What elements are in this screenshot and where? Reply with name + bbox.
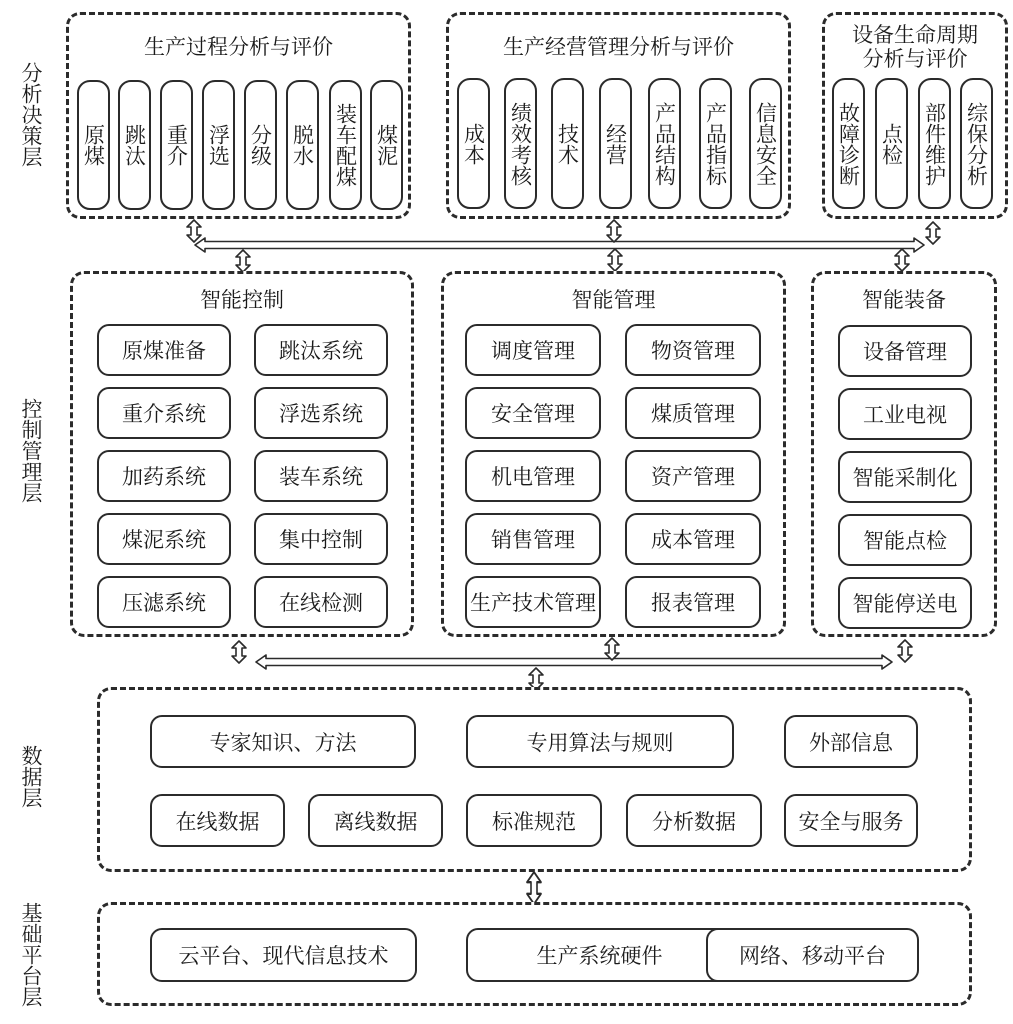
platform-item: 网络、移动平台: [706, 928, 919, 982]
control-item: 在线检测: [254, 576, 388, 628]
equipment-item: 智能点检: [838, 514, 972, 566]
management-item: 资产管理: [625, 450, 761, 502]
control-item: 煤泥系统: [97, 513, 231, 565]
management-item: 销售管理: [465, 513, 601, 565]
analysis-item: 绩效考核: [504, 78, 537, 209]
analysis-item: 装车配煤: [329, 80, 362, 210]
group-title: 智能管理: [571, 288, 656, 312]
control-item: 集中控制: [254, 513, 388, 565]
analysis-item: 原煤: [77, 80, 110, 210]
analysis-item: 信息安全: [749, 78, 782, 209]
data-item: 安全与服务: [784, 794, 918, 847]
platform-item: 云平台、现代信息技术: [150, 928, 417, 982]
group-title: 智能装备: [862, 288, 946, 312]
equipment-item: 智能停送电: [838, 577, 972, 629]
arrow-control-left-up: [236, 250, 250, 272]
data-item: 外部信息: [784, 715, 918, 768]
analysis-item: 部件维护: [918, 78, 951, 209]
arrow-analysis-left: [187, 220, 201, 242]
analysis-item: 重介: [160, 80, 193, 210]
middle-bus-arrow: [256, 655, 892, 669]
analysis-item: 分级: [244, 80, 277, 210]
group-title-line1: 设备生命周期: [852, 23, 978, 47]
analysis-item: 经营: [599, 78, 632, 209]
group-title: 生产经营管理分析与评价: [503, 35, 734, 59]
arrow-control-right-up: [895, 249, 909, 271]
analysis-item: 跳汰: [118, 80, 151, 210]
data-item: 专用算法与规则: [466, 715, 734, 768]
control-item: 压滤系统: [97, 576, 231, 628]
top-bus-arrow: [195, 238, 924, 252]
analysis-item: 技术: [551, 78, 584, 209]
layer-label-control: 控制管理层: [19, 398, 43, 503]
control-item: 浮选系统: [254, 387, 388, 439]
layer-label-analysis: 分析决策层: [19, 62, 43, 167]
group-title-line2: 分析与评价: [862, 47, 968, 71]
management-item: 生产技术管理: [465, 576, 601, 628]
analysis-item: 脱水: [286, 80, 319, 210]
control-item: 加药系统: [97, 450, 231, 502]
group-title: 智能控制: [200, 288, 284, 312]
control-item: 跳汰系统: [254, 324, 388, 376]
layer-label-data: 数据层: [19, 745, 43, 808]
data-item: 在线数据: [150, 794, 285, 847]
arrow-control-mid-down: [605, 638, 619, 660]
arrow-control-right-down: [898, 640, 912, 662]
management-item: 安全管理: [465, 387, 601, 439]
data-item: 标准规范: [466, 794, 602, 847]
analysis-item: 成本: [457, 78, 490, 209]
analysis-item: 故障诊断: [832, 78, 865, 209]
analysis-item: 煤泥: [370, 80, 403, 210]
platform-item: 生产系统硬件: [466, 928, 733, 982]
equipment-item: 设备管理: [838, 325, 972, 377]
analysis-item: 综保分析: [960, 78, 993, 209]
management-item: 机电管理: [465, 450, 601, 502]
analysis-item: 点检: [875, 78, 908, 209]
arrow-analysis-mid: [607, 220, 621, 242]
management-item: 煤质管理: [625, 387, 761, 439]
equipment-item: 工业电视: [838, 388, 972, 440]
data-item: 离线数据: [308, 794, 443, 847]
equipment-item: 智能采制化: [838, 451, 972, 503]
layer-label-platform: 基础平台层: [19, 902, 43, 1007]
control-item: 原煤准备: [97, 324, 231, 376]
arrow-control-left-down: [232, 641, 246, 663]
management-item: 报表管理: [625, 576, 761, 628]
arrow-analysis-right: [926, 222, 940, 244]
control-item: 重介系统: [97, 387, 231, 439]
control-item: 装车系统: [254, 450, 388, 502]
arrow-control-mid-up: [608, 249, 622, 271]
arrow-data-platform: [527, 872, 541, 904]
analysis-item: 浮选: [202, 80, 235, 210]
analysis-item: 产品指标: [699, 78, 732, 209]
data-item: 专家知识、方法: [150, 715, 416, 768]
management-item: 调度管理: [465, 324, 601, 376]
data-item: 分析数据: [626, 794, 762, 847]
management-item: 物资管理: [625, 324, 761, 376]
group-title: 生产过程分析与评价: [144, 35, 333, 59]
analysis-item: 产品结构: [648, 78, 681, 209]
management-item: 成本管理: [625, 513, 761, 565]
